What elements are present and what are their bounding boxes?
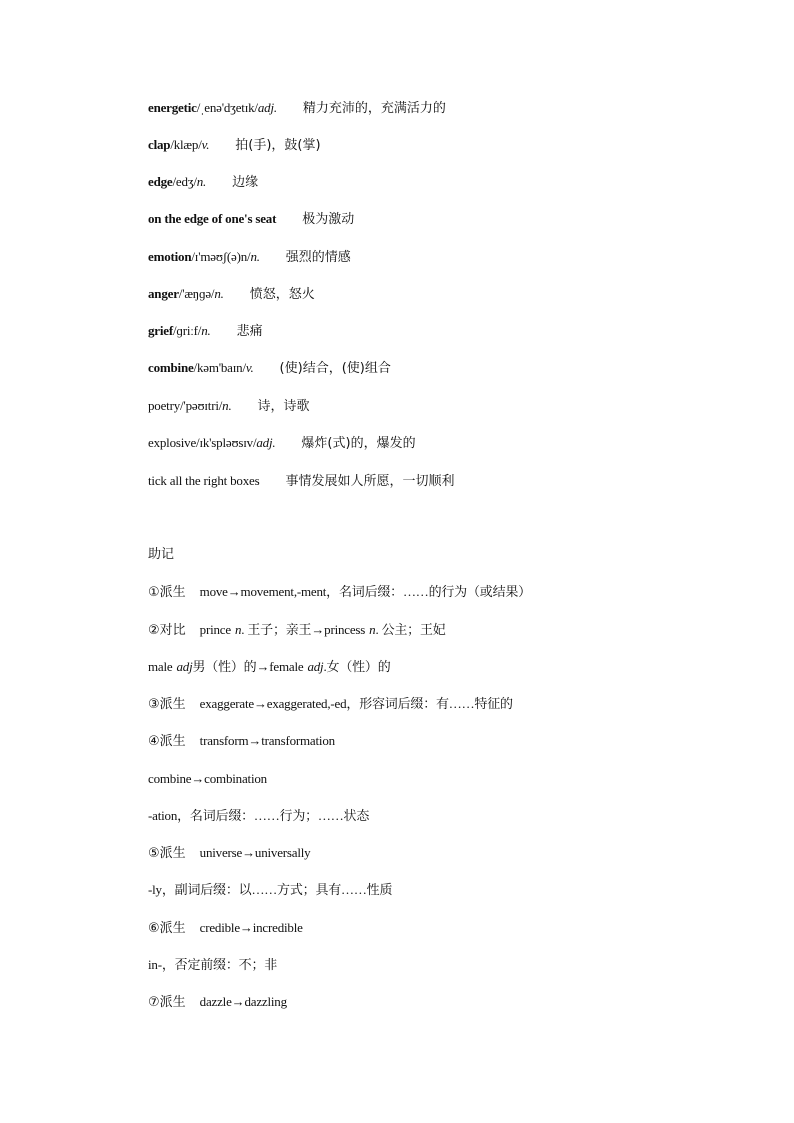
vocab-word: combine (148, 360, 194, 375)
note-pos: adj (176, 659, 193, 674)
vocab-word: on the edge of one's seat (148, 211, 277, 226)
note-label: ①派生 (148, 585, 186, 600)
vocab-meaning: 边缘 (232, 175, 259, 190)
vocab-word: anger (148, 286, 179, 301)
vocab-pos: n. (214, 286, 224, 301)
vocab-word: tick all the right boxes (148, 473, 260, 488)
note-pos: n (234, 622, 242, 637)
vocab-entry-explosive (148, 434, 416, 453)
note-item-7 (148, 993, 287, 1012)
vocab-pos: n. (250, 249, 260, 264)
vocab-meaning: (使)结合，(使)组合 (279, 361, 391, 376)
notes-heading: 助记 (148, 547, 175, 562)
vocab-entry-on-the-edge (148, 210, 354, 229)
vocab-entry-anger (148, 285, 315, 304)
vocab-word: explosive (148, 435, 197, 450)
note-item-6-cont: in-，否定前缀：不；非 (148, 957, 278, 972)
note-item-4 (148, 732, 335, 751)
vocab-entry-combine (148, 359, 391, 378)
vocab-word: grief (148, 323, 173, 338)
note-item-2 (148, 621, 446, 640)
vocab-entry-clap (148, 136, 321, 155)
note-label: ⑥派生 (148, 921, 186, 936)
vocab-word: energetic (148, 100, 197, 115)
vocab-entry-tick-boxes (148, 472, 454, 491)
note-text: move→movement,-ment，名词后缀：……的行为（或结果） (199, 584, 531, 599)
vocab-pos: n. (201, 323, 211, 338)
vocab-meaning: 愤怒，怒火 (249, 287, 315, 302)
note-label: ④派生 (148, 734, 186, 749)
vocab-pos: adj. (257, 100, 277, 115)
note-label: ③派生 (148, 697, 186, 712)
vocab-phonetic: /ɪk'spləʊsɪv/ (196, 435, 257, 450)
vocab-meaning: 精力充沛的，充满活力的 (302, 101, 446, 116)
note-text: 男（性）的→female (192, 659, 304, 674)
note-item-4-cont-1: combine→combination (148, 771, 267, 786)
note-label: ⑤派生 (148, 846, 186, 861)
vocab-phonetic: /'pəʊɪtri/ (180, 398, 223, 413)
note-word: male (148, 659, 173, 674)
vocab-phonetic: /'æŋɡə/ (178, 286, 215, 301)
note-item-3 (148, 695, 513, 714)
vocab-meaning: 拍(手)，鼓(掌) (235, 138, 321, 153)
vocab-pos: adj. (256, 435, 276, 450)
note-text: dazzle→dazzling (199, 994, 287, 1009)
vocab-meaning: 强烈的情感 (285, 250, 351, 265)
vocab-entry-energetic (148, 99, 446, 118)
vocab-word: emotion (148, 249, 192, 264)
note-text: . 王子；亲王→princess (241, 622, 366, 637)
vocab-phonetic: /ɪ'məʊʃ(ə)n/ (191, 249, 251, 264)
vocab-pos: n. (222, 398, 232, 413)
vocab-meaning: 事情发展如人所愿，一切顺利 (285, 474, 455, 489)
vocab-pos: n. (196, 174, 207, 189)
vocab-meaning: 爆炸(式)的，爆发的 (301, 436, 416, 451)
note-pos: n (369, 622, 376, 637)
note-item-5-cont: -ly，副词后缀：以……方式；具有……性质 (148, 882, 393, 897)
vocab-meaning: 悲痛 (236, 324, 263, 339)
vocab-word: edge (148, 174, 173, 189)
note-item-1 (148, 583, 531, 602)
vocab-entry-edge (148, 173, 258, 192)
note-text: credible→incredible (199, 920, 303, 935)
note-label: ⑦派生 (148, 995, 186, 1010)
vocab-word: clap (148, 137, 171, 152)
note-label: ②对比 (148, 623, 186, 638)
vocab-meaning: 诗，诗歌 (257, 399, 310, 414)
note-text: . 公主；王妃 (375, 622, 446, 637)
vocab-entry-poetry (148, 397, 310, 416)
note-item-2-cont (148, 658, 391, 676)
vocab-pos: v. (245, 360, 254, 375)
vocab-phonetic: /ɡriːf/ (172, 323, 202, 338)
vocab-phonetic: /edʒ/ (172, 174, 197, 189)
vocab-entry-emotion (148, 248, 351, 267)
note-pos: adj (307, 659, 324, 674)
note-word: prince (199, 622, 231, 637)
note-text: exaggerate→exaggerated,-ed，形容词后缀：有……特征的 (199, 696, 513, 711)
vocab-pos: v. (201, 137, 210, 152)
vocab-entry-grief (148, 322, 263, 341)
note-item-4-cont-2: -ation，名词后缀：……行为；……状态 (148, 808, 370, 823)
note-item-5 (148, 844, 310, 863)
vocab-phonetic: /klæp/ (170, 137, 202, 152)
note-item-6 (148, 919, 303, 938)
vocab-phonetic: /kəm'baɪn/ (193, 360, 246, 375)
vocab-phonetic: /ˌenə'dʒetɪk/ (196, 100, 258, 115)
note-text: transform→transformation (199, 733, 335, 748)
vocab-word: poetry (148, 398, 181, 413)
note-text: .女（性）的 (323, 659, 391, 674)
note-text: universe→universally (199, 845, 311, 860)
vocab-meaning: 极为激动 (302, 212, 355, 227)
